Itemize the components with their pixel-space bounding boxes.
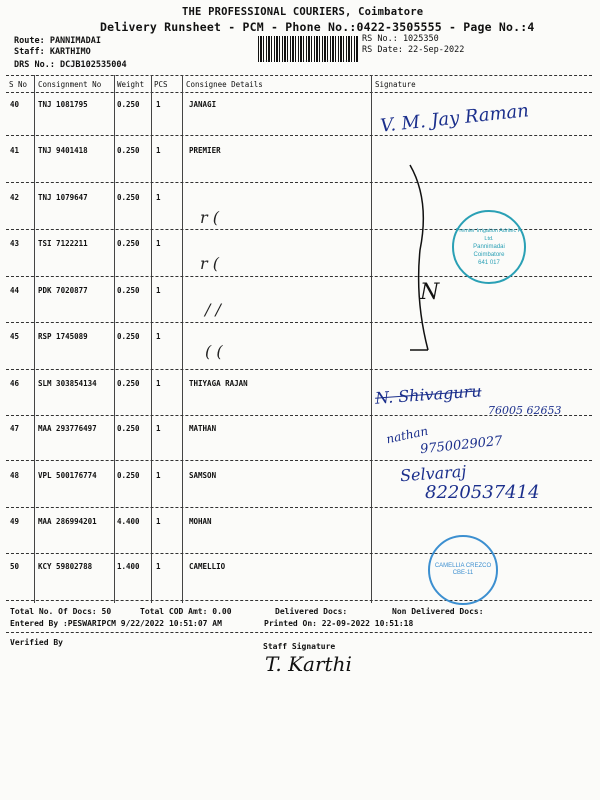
footer-rule bbox=[6, 632, 592, 633]
col-header-pcs: PCS bbox=[154, 80, 168, 89]
stamp-ring-text: Premier Irrigation Adritec P. Ltd. bbox=[455, 228, 523, 242]
company-stamp bbox=[452, 210, 526, 284]
signature-row-40: V. M. Jay Raman bbox=[379, 100, 530, 137]
rs-number: RS No.: 1025350 bbox=[362, 34, 439, 44]
col-divider bbox=[34, 75, 35, 603]
col-header-sno: S No bbox=[9, 80, 28, 89]
row-consignment-no: MAA 293776497 bbox=[38, 424, 97, 433]
row-sno: 46 bbox=[10, 379, 20, 388]
rs-date: RS Date: 22-Sep-2022 bbox=[362, 45, 465, 55]
signature-row-46: N. Shivaguru bbox=[374, 381, 483, 408]
row-weight: 1.400 bbox=[117, 562, 140, 571]
phone-row-46: 76005 62653 bbox=[488, 404, 562, 417]
row-weight: 0.250 bbox=[117, 332, 140, 341]
printed-on: Printed On: 22-09-2022 10:51:18 bbox=[264, 619, 414, 628]
row-weight: 4.400 bbox=[117, 517, 140, 526]
stamp-line: Coimbatore bbox=[473, 252, 505, 258]
barcode bbox=[258, 36, 358, 62]
row-consignee: MOHAN bbox=[189, 517, 212, 526]
stamp-line: 641 017 bbox=[478, 260, 500, 266]
row-separator bbox=[6, 322, 592, 323]
staff-signature: T. Karthi bbox=[265, 652, 352, 676]
row-consignment-no: VPL 500176774 bbox=[38, 471, 97, 480]
phone-row-47: 9750029027 bbox=[419, 433, 504, 458]
row-consignee: JANAGI bbox=[189, 100, 217, 109]
row-pcs: 1 bbox=[156, 517, 161, 526]
row-sno: 41 bbox=[10, 146, 20, 155]
row-pcs: 1 bbox=[156, 332, 161, 341]
total-cod: Total COD Amt: 0.00 bbox=[140, 607, 232, 616]
row-sno: 49 bbox=[10, 517, 20, 526]
drs-number: DRS No.: DCJB102535004 bbox=[14, 60, 127, 70]
row-consignment-no: RSP 1745089 bbox=[38, 332, 88, 341]
stamp-line: Pannimadai bbox=[473, 244, 505, 250]
row-pcs: 1 bbox=[156, 100, 161, 109]
signature-row-47: nathan bbox=[385, 423, 430, 447]
row-weight: 0.250 bbox=[117, 239, 140, 248]
row-pcs: 1 bbox=[156, 239, 161, 248]
row-separator bbox=[6, 460, 592, 461]
verified-by: Verified By bbox=[10, 638, 63, 647]
row-pcs: 1 bbox=[156, 562, 161, 571]
company-title: THE PROFESSIONAL COURIERS, Coimbatore bbox=[182, 6, 424, 18]
row-pcs: 1 bbox=[156, 146, 161, 155]
entered-by: Entered By :PESWARIPCM 9/22/2022 10:51:07 AM bbox=[10, 619, 222, 628]
row-pcs: 1 bbox=[156, 471, 161, 480]
phone-row-48: 8220537414 bbox=[425, 482, 540, 503]
row-consignee: THIYAGA RAJAN bbox=[189, 379, 248, 388]
row-sno: 42 bbox=[10, 193, 20, 202]
row-consignee: MATHAN bbox=[189, 424, 217, 433]
row-consignment-no: TNJ 1079647 bbox=[38, 193, 88, 202]
tick-mark-44: / / bbox=[205, 300, 221, 319]
table-top-rule bbox=[6, 75, 592, 76]
row-consignee: PREMIER bbox=[189, 146, 221, 155]
row-separator bbox=[6, 182, 592, 183]
row-pcs: 1 bbox=[156, 424, 161, 433]
row-consignment-no: TNJ 9401418 bbox=[38, 146, 88, 155]
bracket-signature: N bbox=[420, 280, 440, 305]
col-divider bbox=[151, 75, 152, 603]
row-pcs: 1 bbox=[156, 379, 161, 388]
row-weight: 0.250 bbox=[117, 379, 140, 388]
col-header-signature: Signature bbox=[375, 80, 416, 89]
row-sno: 44 bbox=[10, 286, 20, 295]
non-delivered-docs: Non Delivered Docs: bbox=[392, 607, 484, 616]
row-consignment-no: TNJ 1081795 bbox=[38, 100, 88, 109]
row-weight: 0.250 bbox=[117, 193, 140, 202]
total-docs: Total No. Of Docs: 50 bbox=[10, 607, 112, 616]
col-divider bbox=[114, 75, 115, 603]
tick-mark-45: ( ( bbox=[205, 342, 223, 361]
tick-mark-42: r ( bbox=[200, 208, 219, 227]
route-label: Route: PANNIMADAI bbox=[14, 36, 101, 46]
row-pcs: 1 bbox=[156, 286, 161, 295]
col-divider bbox=[371, 75, 372, 603]
row-consignment-no: TSI 7122211 bbox=[38, 239, 88, 248]
runsheet-subtitle: Delivery Runsheet - PCM - Phone No.:0422-3505555 - Page No.:4 bbox=[100, 20, 535, 34]
col-header-consignee: Consignee Details bbox=[186, 80, 263, 89]
row-separator bbox=[6, 135, 592, 136]
staff-label: Staff: KARTHIMO bbox=[14, 47, 91, 57]
row-consignment-no: KCY 59802788 bbox=[38, 562, 93, 571]
col-header-weight: Weight bbox=[117, 80, 145, 89]
row-consignee: SAMSON bbox=[189, 471, 217, 480]
row-weight: 0.250 bbox=[117, 146, 140, 155]
row-separator bbox=[6, 553, 592, 554]
row-consignment-no: SLM 303854134 bbox=[38, 379, 97, 388]
table-header-rule bbox=[6, 92, 592, 93]
row-sno: 40 bbox=[10, 100, 20, 109]
row-weight: 0.250 bbox=[117, 471, 140, 480]
row-consignment-no: MAA 286994201 bbox=[38, 517, 97, 526]
row-weight: 0.250 bbox=[117, 286, 140, 295]
row-separator bbox=[6, 507, 592, 508]
row-weight: 0.250 bbox=[117, 424, 140, 433]
row-sno: 48 bbox=[10, 471, 20, 480]
consignee-stamp bbox=[428, 535, 498, 605]
row-weight: 0.250 bbox=[117, 100, 140, 109]
row-consignee: CAMELLIO bbox=[189, 562, 226, 571]
tick-mark-43: r ( bbox=[200, 254, 219, 273]
row-sno: 45 bbox=[10, 332, 20, 341]
row-sno: 50 bbox=[10, 562, 20, 571]
row-consignment-no: PDK 7020877 bbox=[38, 286, 88, 295]
stamp-ring-text: CAMELLIA CREZCO CBE-11 bbox=[434, 563, 492, 576]
row-sno: 47 bbox=[10, 424, 20, 433]
delivered-docs: Delivered Docs: bbox=[275, 607, 348, 616]
staff-signature-label: Staff Signature bbox=[263, 642, 336, 651]
col-header-consignment: Consignment No bbox=[38, 80, 102, 89]
bracket-mark bbox=[400, 160, 440, 360]
signature-row-48: Selvaraj bbox=[399, 461, 467, 486]
row-separator bbox=[6, 369, 592, 370]
row-sno: 43 bbox=[10, 239, 20, 248]
row-pcs: 1 bbox=[156, 193, 161, 202]
row-separator bbox=[6, 600, 592, 601]
col-divider bbox=[182, 75, 183, 603]
